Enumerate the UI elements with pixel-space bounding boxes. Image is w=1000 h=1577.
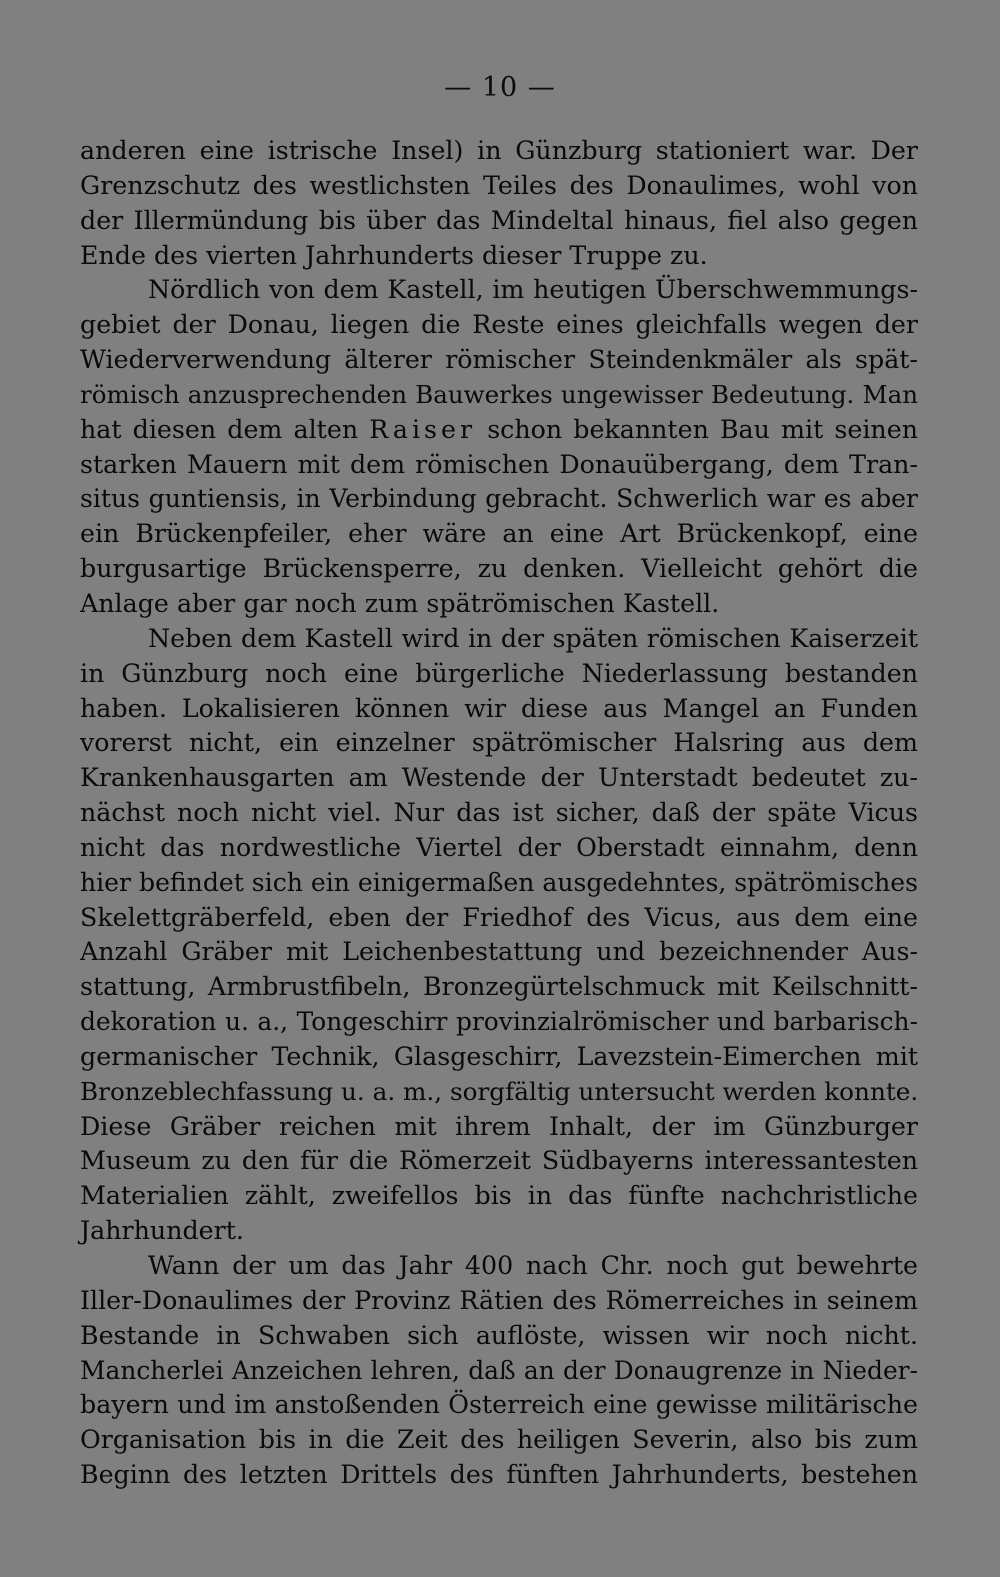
text-line: stattung, Armbrustfibeln, Bronzegürtelschmuck mit Keilschnitt- — [80, 972, 918, 1002]
text-line: dekoration u. a., Tongeschirr provinzialrömischer und barbarisch- — [80, 1007, 918, 1037]
text-line: ein Brückenpfeiler, eher wäre an eine Art Brückenkopf, eine — [80, 519, 918, 549]
text-line: in Günzburg noch eine bürgerliche Niederlassung bestanden — [80, 658, 918, 688]
text-line: burgusartige Brückensperre, zu denken. Vielleicht gehört die — [80, 554, 918, 584]
text-line: nicht das nordwestliche Viertel der Oberstadt einnahm, denn — [80, 832, 918, 862]
text-line: Beginn des letzten Drittels des fünften Jahrhunderts, bestehen — [80, 1460, 918, 1490]
text-line: germanischer Technik, Glasgeschirr, Lavezstein-Eimerchen mit — [80, 1041, 918, 1071]
text-line: hat diesen dem alten Raiser schon bekannten Bau mit seinen — [80, 414, 918, 444]
text-line: Krankenhausgarten am Westende der Unterstadt bedeutet zu- — [80, 763, 918, 793]
text-line: Materialien zählt, zweifellos bis in das fünfte nachchristliche — [80, 1181, 918, 1211]
text-line: Anzahl Gräber mit Leichenbestattung und bezeichnender Aus- — [80, 937, 918, 967]
text-line: Iller-Donaulimes der Provinz Rätien des Römerreiches in seinem — [80, 1285, 918, 1315]
text-line: Jahrhundert. — [80, 1216, 244, 1246]
text-line: bayern und im anstoßenden Österreich eine gewisse militärische — [80, 1390, 918, 1420]
text-line: anderen eine istrische Insel) in Günzburg stationiert war. Der — [80, 136, 918, 165]
page-number: — 10 — — [444, 72, 556, 103]
text-line: haben. Lokalisieren können wir diese aus Mangel an Funden — [80, 693, 918, 723]
text-line: Wann der um das Jahr 400 nach Chr. noch gut bewehrte — [148, 1251, 918, 1280]
text-line: Ende des vierten Jahrhunderts dieser Truppe zu. — [80, 240, 708, 270]
text-line: Neben dem Kastell wird in der späten römischen Kaiserzeit — [148, 623, 918, 653]
text-line: vorerst nicht, ein einzelner spätrömischer Halsring aus dem — [80, 728, 918, 758]
text-line: Mancherlei Anzeichen lehren, daß an der Donaugrenze in Nieder- — [80, 1355, 918, 1385]
text-line: der Illermündung bis über das Mindeltal hinaus, fiel also gegen — [80, 205, 918, 235]
text-line: römisch anzusprechenden Bauwerkes ungewisser Bedeutung. Man — [80, 379, 918, 409]
text-line: Wiederverwendung älterer römischer Steindenkmäler als spät- — [80, 345, 918, 375]
text-line: nächst noch nicht viel. Nur das ist sicher, daß der späte Vicus — [80, 798, 918, 828]
text-line: Skelettgräberfeld, eben der Friedhof des Vicus, aus dem eine — [80, 902, 918, 932]
text-line: Nördlich von dem Kastell, im heutigen Überschwemmungs- — [148, 275, 918, 305]
text-line: hier befindet sich ein einigermaßen ausgedehntes, spätrömisches — [80, 867, 919, 897]
text-line: Museum zu den für die Römerzeit Südbayerns interessantesten — [80, 1146, 918, 1176]
text-line: Bronzeblechfassung u. a. m., sorgfältig untersucht werden konnte. — [80, 1076, 919, 1106]
body-text — [80, 134, 918, 1493]
text-line: Grenzschutz des westlichsten Teiles des Donaulimes, wohl von — [80, 170, 918, 200]
text-line: situs guntiensis, in Verbindung gebracht. Schwerlich war es aber — [80, 484, 918, 514]
text-line: Bestande in Schwaben sich auflöste, wissen wir noch nicht. — [80, 1320, 918, 1350]
text-line: starken Mauern mit dem römischen Donauübergang, dem Tran- — [80, 449, 918, 479]
text-line: Diese Gräber reichen mit ihrem Inhalt, der im Günzburger — [80, 1111, 918, 1141]
text-line: gebiet der Donau, liegen die Reste eines gleichfalls wegen der — [80, 310, 918, 340]
text-line: Organisation bis in die Zeit des heiligen Severin, also bis zum — [80, 1425, 918, 1455]
spaced-name: Raiser — [369, 414, 477, 444]
text-line: Anlage aber gar noch zum spätrömischen Kastell. — [80, 588, 720, 618]
